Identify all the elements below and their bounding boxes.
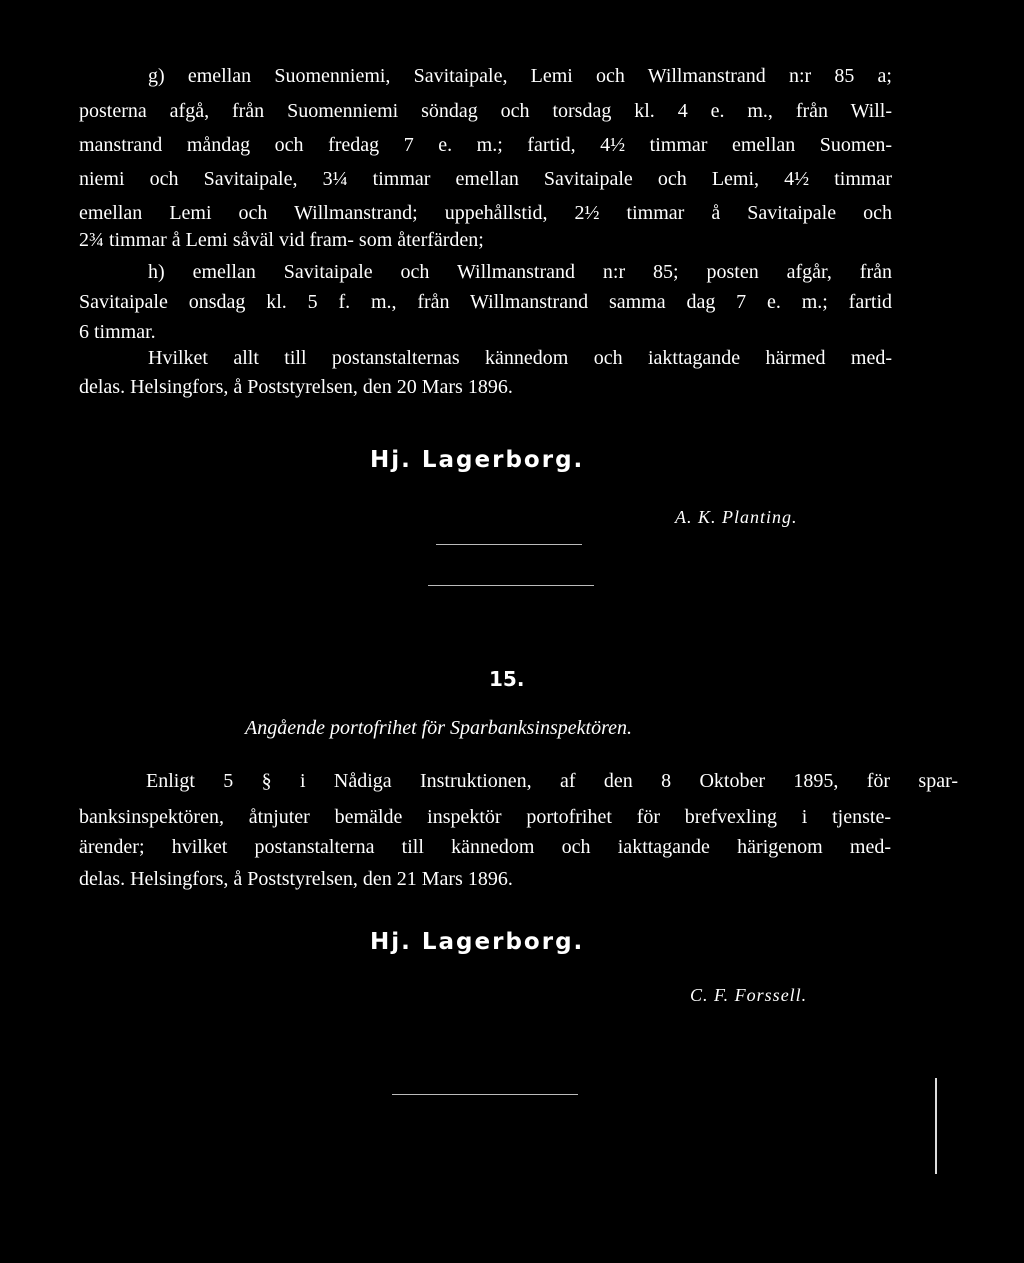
text-line: delas. Helsingfors, å Poststyrelsen, den 21 Mars 1896.	[79, 868, 513, 890]
text-line: manstrand måndag och fredag 7 e. m.; fartid, 4½ timmar emellan Suomen-	[79, 134, 892, 156]
text-line: niemi och Savitaipale, 3¼ timmar emellan Savitaipale och Lemi, 4½ timmar	[79, 168, 892, 190]
text-line: Enligt 5 § i Nådiga Instruktionen, af den 8 Oktober 1895, för spar-	[146, 770, 958, 792]
text-line: h) emellan Savitaipale och Willmanstrand n:r 85; posten afgår, från	[148, 261, 892, 283]
signature-name: Hj. Lagerborg.	[370, 929, 585, 955]
countersignature: C. F. Forssell.	[690, 985, 808, 1005]
text-line: banksinspektören, åtnjuter bemälde inspektör portofrihet för brefvexling i tjenste-	[79, 806, 891, 828]
section-title: Angående portofrihet för Sparbanksinspektören.	[245, 717, 632, 739]
divider-line	[436, 544, 582, 545]
text-line: emellan Lemi och Willmanstrand; uppehållstid, 2½ timmar å Savitaipale och	[79, 202, 892, 224]
text-line: Savitaipale onsdag kl. 5 f. m., från Willmanstrand samma dag 7 e. m.; fartid	[79, 291, 892, 313]
text-line: posterna afgå, från Suomenniemi söndag och torsdag kl. 4 e. m., från Will-	[79, 100, 892, 122]
text-line: 2¾ timmar å Lemi såväl vid fram- som återfärden;	[79, 229, 484, 251]
countersignature: A. K. Planting.	[675, 507, 798, 527]
margin-mark	[935, 1078, 937, 1174]
divider-line	[392, 1094, 578, 1095]
divider-line	[428, 585, 594, 586]
text-line: Hvilket allt till postanstalternas kännedom och iakttagande härmed med-	[148, 347, 892, 369]
text-line: g) emellan Suomenniemi, Savitaipale, Lemi och Willmanstrand n:r 85 a;	[148, 65, 892, 87]
text-line: ärender; hvilket postanstalterna till kännedom och iakttagande härigenom med-	[79, 836, 891, 858]
text-line: delas. Helsingfors, å Poststyrelsen, den 20 Mars 1896.	[79, 376, 513, 398]
section-number: 15.	[489, 667, 525, 691]
text-line: 6 timmar.	[79, 321, 156, 343]
signature-name: Hj. Lagerborg.	[370, 447, 585, 473]
